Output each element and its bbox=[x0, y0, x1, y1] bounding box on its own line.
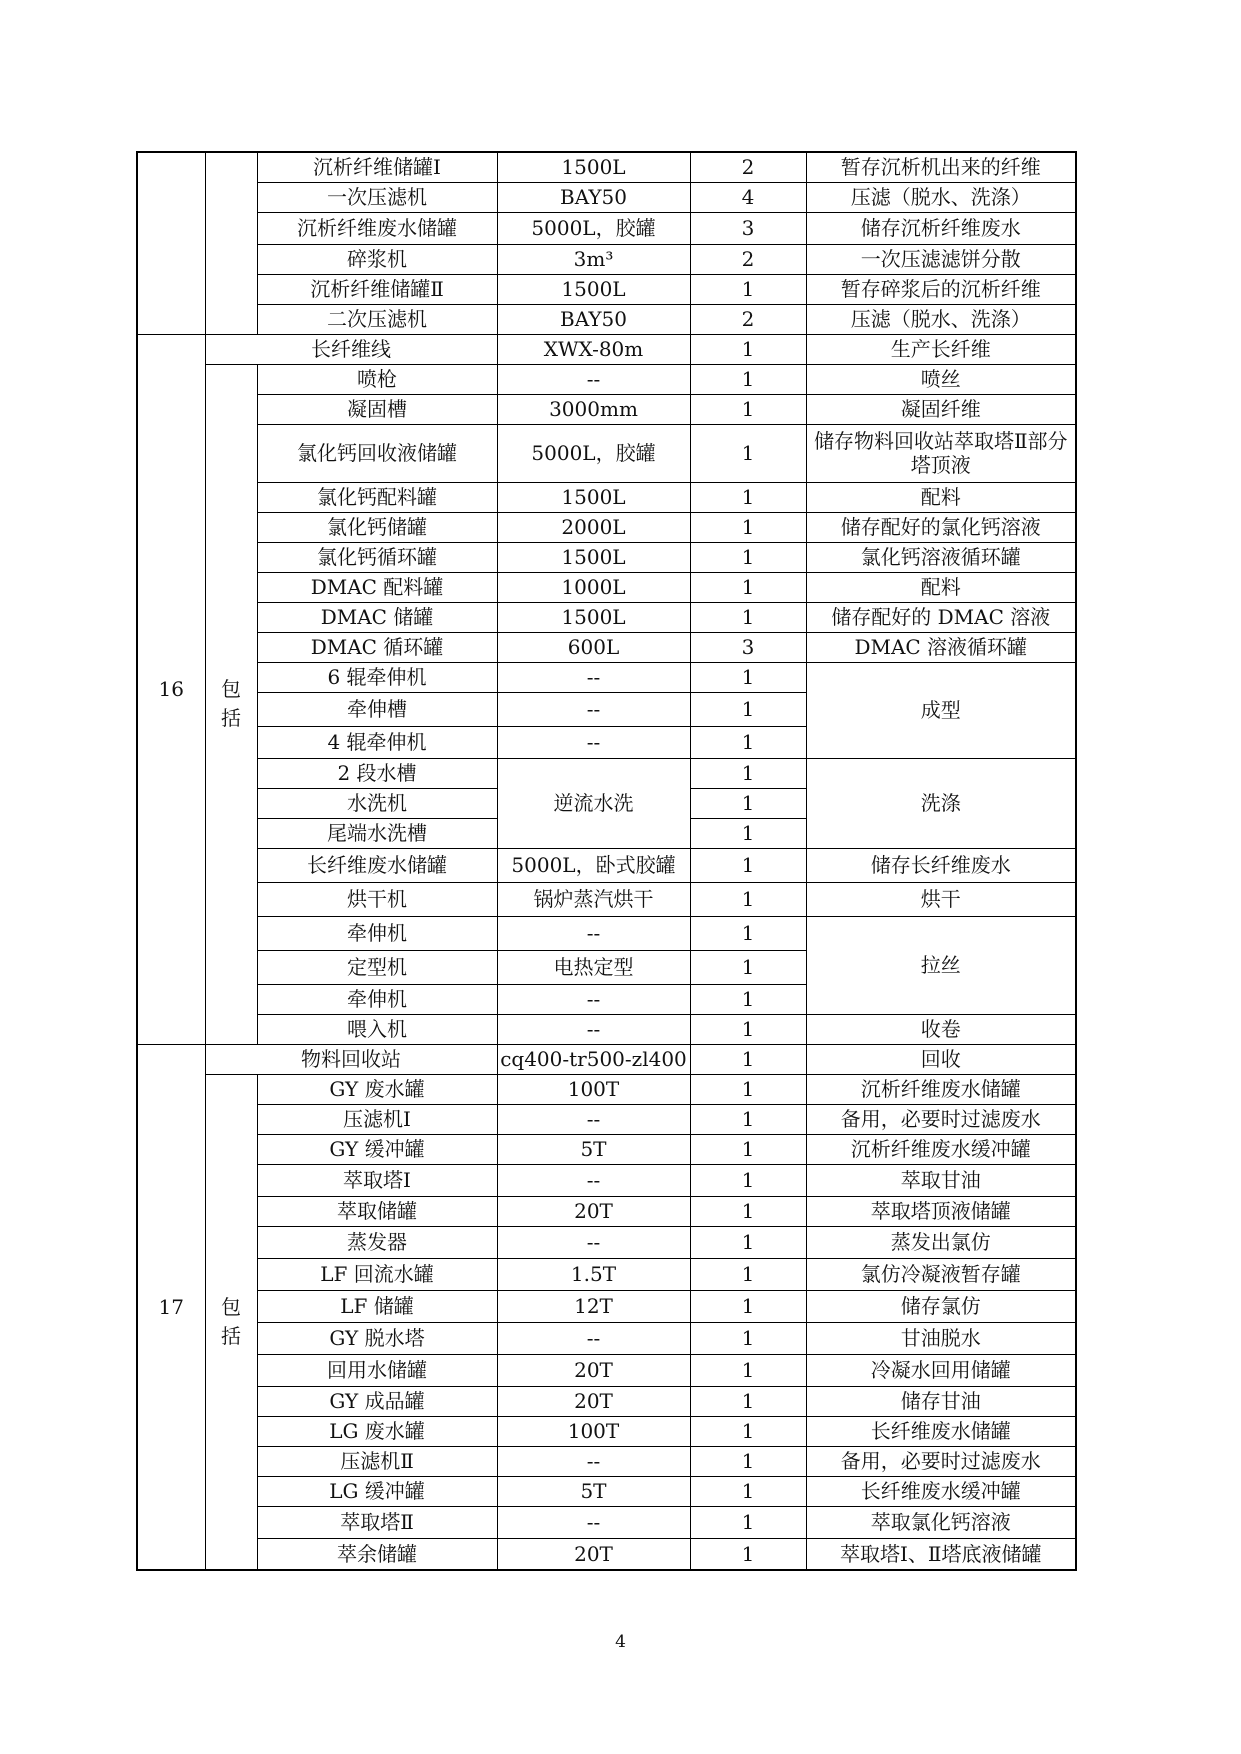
equipment-name: 氯化钙循环罐 bbox=[257, 542, 497, 572]
equipment-use: 储存氯仿 bbox=[806, 1290, 1076, 1322]
table-row bbox=[137, 334, 1076, 364]
equipment-qty: 1 bbox=[690, 1164, 806, 1196]
equipment-spec: 1500L bbox=[497, 274, 690, 304]
equipment-use: 配料 bbox=[806, 482, 1076, 512]
equipment-qty: 1 bbox=[690, 916, 806, 950]
equipment-use: 甘油脱水 bbox=[806, 1322, 1076, 1354]
equipment-spec: -- bbox=[497, 1226, 690, 1258]
equipment-spec: 1500L bbox=[497, 152, 690, 182]
equipment-spec: 20T bbox=[497, 1354, 690, 1386]
equipment-use: 萃取氯化钙溶液 bbox=[806, 1506, 1076, 1538]
table-row bbox=[137, 1322, 1076, 1354]
table-row bbox=[137, 364, 1076, 394]
equipment-qty: 1 bbox=[690, 758, 806, 788]
equipment-qty: 1 bbox=[690, 882, 806, 916]
table-row bbox=[137, 512, 1076, 542]
equipment-use: 长纤维废水缓冲罐 bbox=[806, 1476, 1076, 1506]
equipment-use: 收卷 bbox=[806, 1014, 1076, 1044]
equipment-qty: 1 bbox=[690, 334, 806, 364]
table-row bbox=[137, 1538, 1076, 1570]
equipment-use: 配料 bbox=[806, 572, 1076, 602]
equipment-spec: -- bbox=[497, 1322, 690, 1354]
equipment-spec: -- bbox=[497, 1446, 690, 1476]
equipment-name: LF 储罐 bbox=[257, 1290, 497, 1322]
equipment-qty: 1 bbox=[690, 692, 806, 726]
equipment-name: GY 缓冲罐 bbox=[257, 1134, 497, 1164]
equipment-name: 沉析纤维储罐Ⅱ bbox=[257, 274, 497, 304]
equipment-use: 储存配好的 DMAC 溶液 bbox=[806, 602, 1076, 632]
equipment-use: 氯化钙溶液循环罐 bbox=[806, 542, 1076, 572]
table-row bbox=[137, 1196, 1076, 1226]
table-row bbox=[137, 602, 1076, 632]
table-row bbox=[137, 542, 1076, 572]
equipment-use: 储存沉析纤维废水 bbox=[806, 212, 1076, 244]
equipment-qty: 1 bbox=[690, 1044, 806, 1074]
equipment-use: 氯仿冷凝液暂存罐 bbox=[806, 1258, 1076, 1290]
table-row bbox=[137, 662, 1076, 692]
equipment-spec: 逆流水洗 bbox=[497, 758, 690, 848]
table-row bbox=[137, 848, 1076, 882]
equipment-qty: 1 bbox=[690, 1290, 806, 1322]
equipment-qty: 1 bbox=[690, 1476, 806, 1506]
table-row bbox=[137, 1074, 1076, 1104]
equipment-qty: 1 bbox=[690, 1416, 806, 1446]
equipment-use: 储存配好的氯化钙溶液 bbox=[806, 512, 1076, 542]
equipment-name: 氯化钙储罐 bbox=[257, 512, 497, 542]
equipment-name: 长纤维废水储罐 bbox=[257, 848, 497, 882]
equipment-name: 压滤机Ⅰ bbox=[257, 1104, 497, 1134]
equipment-name: 二次压滤机 bbox=[257, 304, 497, 334]
table-row bbox=[137, 1446, 1076, 1476]
equipment-use: 备用，必要时过滤废水 bbox=[806, 1104, 1076, 1134]
equipment-name: GY 成品罐 bbox=[257, 1386, 497, 1416]
table-row bbox=[137, 1258, 1076, 1290]
equipment-spec: 100T bbox=[497, 1416, 690, 1446]
equipment-qty: 2 bbox=[690, 152, 806, 182]
equipment-qty: 1 bbox=[690, 1446, 806, 1476]
table-row bbox=[137, 758, 1076, 788]
equipment-spec: 2000L bbox=[497, 512, 690, 542]
equipment-spec: 5T bbox=[497, 1134, 690, 1164]
equipment-qty: 3 bbox=[690, 632, 806, 662]
equipment-name: 物料回收站 bbox=[205, 1044, 497, 1074]
equipment-qty: 1 bbox=[690, 1226, 806, 1258]
table-row bbox=[137, 1104, 1076, 1134]
table-row bbox=[137, 632, 1076, 662]
equipment-use: 一次压滤滤饼分散 bbox=[806, 244, 1076, 274]
equipment-name: 2 段水槽 bbox=[257, 758, 497, 788]
equipment-qty: 1 bbox=[690, 1354, 806, 1386]
equipment-name: 牵伸机 bbox=[257, 916, 497, 950]
equipment-spec: -- bbox=[497, 984, 690, 1014]
equipment-use: 压滤（脱水、洗涤） bbox=[806, 304, 1076, 334]
equipment-spec: -- bbox=[497, 1506, 690, 1538]
equipment-name: 萃取塔Ⅰ bbox=[257, 1164, 497, 1196]
equipment-spec: 20T bbox=[497, 1196, 690, 1226]
equipment-name: 牵伸槽 bbox=[257, 692, 497, 726]
equipment-spec: 600L bbox=[497, 632, 690, 662]
equipment-spec: -- bbox=[497, 692, 690, 726]
equipment-name: 沉析纤维储罐Ⅰ bbox=[257, 152, 497, 182]
equipment-spec: BAY50 bbox=[497, 304, 690, 334]
equipment-qty: 3 bbox=[690, 212, 806, 244]
equipment-spec: cq400-tr500-zl400 bbox=[497, 1044, 690, 1074]
table-row bbox=[137, 1014, 1076, 1044]
equipment-name: LG 缓冲罐 bbox=[257, 1476, 497, 1506]
equipment-table bbox=[136, 151, 1077, 1571]
equipment-name: 4 辊牵伸机 bbox=[257, 726, 497, 758]
table-row bbox=[137, 1290, 1076, 1322]
equipment-name: 氯化钙配料罐 bbox=[257, 482, 497, 512]
equipment-spec: 电热定型 bbox=[497, 950, 690, 984]
equipment-spec: 12T bbox=[497, 1290, 690, 1322]
table-row bbox=[137, 1226, 1076, 1258]
equipment-spec: -- bbox=[497, 662, 690, 692]
equipment-name: 定型机 bbox=[257, 950, 497, 984]
equipment-qty: 4 bbox=[690, 182, 806, 212]
equipment-name: 长纤维线 bbox=[205, 334, 497, 364]
equipment-use: 萃取甘油 bbox=[806, 1164, 1076, 1196]
group-15-include-cell bbox=[205, 152, 257, 334]
equipment-spec: BAY50 bbox=[497, 182, 690, 212]
equipment-use: 储存甘油 bbox=[806, 1386, 1076, 1416]
table-row bbox=[137, 424, 1076, 482]
equipment-name: 萃余储罐 bbox=[257, 1538, 497, 1570]
equipment-qty: 1 bbox=[690, 984, 806, 1014]
equipment-spec: 锅炉蒸汽烘干 bbox=[497, 882, 690, 916]
equipment-qty: 1 bbox=[690, 1196, 806, 1226]
table-row bbox=[137, 274, 1076, 304]
equipment-use: 拉丝 bbox=[806, 916, 1076, 1014]
table-row bbox=[137, 152, 1076, 182]
table-row bbox=[137, 482, 1076, 512]
equipment-qty: 1 bbox=[690, 662, 806, 692]
equipment-spec: 1500L bbox=[497, 482, 690, 512]
equipment-name: GY 脱水塔 bbox=[257, 1322, 497, 1354]
equipment-use: 暂存碎浆后的沉析纤维 bbox=[806, 274, 1076, 304]
equipment-qty: 1 bbox=[690, 512, 806, 542]
table-row bbox=[137, 1506, 1076, 1538]
equipment-qty: 1 bbox=[690, 1014, 806, 1044]
equipment-spec: -- bbox=[497, 1014, 690, 1044]
equipment-spec: 3000mm bbox=[497, 394, 690, 424]
table-row bbox=[137, 1044, 1076, 1074]
table-row bbox=[137, 916, 1076, 950]
equipment-spec: XWX-80m bbox=[497, 334, 690, 364]
equipment-use: 备用，必要时过滤废水 bbox=[806, 1446, 1076, 1476]
table-row bbox=[137, 304, 1076, 334]
equipment-spec: -- bbox=[497, 916, 690, 950]
equipment-name: 一次压滤机 bbox=[257, 182, 497, 212]
table-row bbox=[137, 882, 1076, 916]
equipment-spec: 5000L，胶罐 bbox=[497, 212, 690, 244]
table-row bbox=[137, 1386, 1076, 1416]
equipment-name: 尾端水洗槽 bbox=[257, 818, 497, 848]
equipment-qty: 1 bbox=[690, 1506, 806, 1538]
equipment-qty: 1 bbox=[690, 1386, 806, 1416]
equipment-table-body bbox=[137, 152, 1076, 1570]
equipment-qty: 1 bbox=[690, 1074, 806, 1104]
equipment-use: 长纤维废水储罐 bbox=[806, 1416, 1076, 1446]
equipment-name: 回用水储罐 bbox=[257, 1354, 497, 1386]
table-row bbox=[137, 572, 1076, 602]
equipment-name: 6 辊牵伸机 bbox=[257, 662, 497, 692]
equipment-qty: 1 bbox=[690, 572, 806, 602]
equipment-qty: 1 bbox=[690, 424, 806, 482]
equipment-use: 冷凝水回用储罐 bbox=[806, 1354, 1076, 1386]
equipment-use: 烘干 bbox=[806, 882, 1076, 916]
group-15-no-cell bbox=[137, 152, 205, 334]
equipment-use: 洗涤 bbox=[806, 758, 1076, 848]
equipment-name: 喂入机 bbox=[257, 1014, 497, 1044]
equipment-spec: 1500L bbox=[497, 602, 690, 632]
equipment-name: 喷枪 bbox=[257, 364, 497, 394]
table-row bbox=[137, 1164, 1076, 1196]
equipment-spec: 3m³ bbox=[497, 244, 690, 274]
equipment-name: 氯化钙回收液储罐 bbox=[257, 424, 497, 482]
equipment-name: 萃取储罐 bbox=[257, 1196, 497, 1226]
equipment-qty: 1 bbox=[690, 818, 806, 848]
equipment-qty: 1 bbox=[690, 726, 806, 758]
table-row bbox=[137, 1416, 1076, 1446]
equipment-use: 喷丝 bbox=[806, 364, 1076, 394]
equipment-use: 生产长纤维 bbox=[806, 334, 1076, 364]
equipment-name: LF 回流水罐 bbox=[257, 1258, 497, 1290]
equipment-qty: 1 bbox=[690, 788, 806, 818]
page-number: 4 bbox=[615, 1632, 626, 1652]
equipment-use: 沉析纤维废水缓冲罐 bbox=[806, 1134, 1076, 1164]
table-row bbox=[137, 1134, 1076, 1164]
equipment-spec: -- bbox=[497, 726, 690, 758]
equipment-use: 成型 bbox=[806, 662, 1076, 758]
table-row bbox=[137, 212, 1076, 244]
equipment-spec: 20T bbox=[497, 1386, 690, 1416]
equipment-qty: 1 bbox=[690, 848, 806, 882]
equipment-qty: 1 bbox=[690, 274, 806, 304]
equipment-spec: -- bbox=[497, 1164, 690, 1196]
equipment-name: LG 废水罐 bbox=[257, 1416, 497, 1446]
group-17-number: 17 bbox=[137, 1044, 205, 1570]
equipment-qty: 1 bbox=[690, 602, 806, 632]
equipment-name: 牵伸机 bbox=[257, 984, 497, 1014]
equipment-name: 压滤机Ⅱ bbox=[257, 1446, 497, 1476]
equipment-use: 回收 bbox=[806, 1044, 1076, 1074]
equipment-spec: 5T bbox=[497, 1476, 690, 1506]
equipment-qty: 1 bbox=[690, 394, 806, 424]
equipment-qty: 1 bbox=[690, 1258, 806, 1290]
table-row bbox=[137, 244, 1076, 274]
equipment-name: 水洗机 bbox=[257, 788, 497, 818]
equipment-qty: 1 bbox=[690, 1538, 806, 1570]
equipment-spec: 1000L bbox=[497, 572, 690, 602]
equipment-use: 萃取塔Ⅰ、Ⅱ塔底液储罐 bbox=[806, 1538, 1076, 1570]
equipment-use: 蒸发出氯仿 bbox=[806, 1226, 1076, 1258]
equipment-spec: -- bbox=[497, 1104, 690, 1134]
table-row bbox=[137, 1476, 1076, 1506]
equipment-name: DMAC 循环罐 bbox=[257, 632, 497, 662]
equipment-spec: 1.5T bbox=[497, 1258, 690, 1290]
equipment-qty: 1 bbox=[690, 542, 806, 572]
equipment-use: 沉析纤维废水储罐 bbox=[806, 1074, 1076, 1104]
equipment-name: 碎浆机 bbox=[257, 244, 497, 274]
equipment-use: 暂存沉析机出来的纤维 bbox=[806, 152, 1076, 182]
group-16-include-label: 包括 bbox=[205, 364, 257, 1044]
equipment-use: 储存物料回收站萃取塔Ⅱ部分塔顶液 bbox=[806, 424, 1076, 482]
equipment-use: 凝固纤维 bbox=[806, 394, 1076, 424]
equipment-use: 储存长纤维废水 bbox=[806, 848, 1076, 882]
equipment-qty: 1 bbox=[690, 1322, 806, 1354]
equipment-use: 萃取塔顶液储罐 bbox=[806, 1196, 1076, 1226]
equipment-spec: 100T bbox=[497, 1074, 690, 1104]
equipment-spec: -- bbox=[497, 364, 690, 394]
equipment-qty: 2 bbox=[690, 304, 806, 334]
equipment-name: 蒸发器 bbox=[257, 1226, 497, 1258]
equipment-use: DMAC 溶液循环罐 bbox=[806, 632, 1076, 662]
equipment-spec: 20T bbox=[497, 1538, 690, 1570]
equipment-spec: 1500L bbox=[497, 542, 690, 572]
group-17-include-label: 包括 bbox=[205, 1074, 257, 1570]
equipment-use: 压滤（脱水、洗涤） bbox=[806, 182, 1076, 212]
table-row bbox=[137, 182, 1076, 212]
equipment-spec: 5000L，胶罐 bbox=[497, 424, 690, 482]
group-16-number: 16 bbox=[137, 334, 205, 1044]
table-row bbox=[137, 394, 1076, 424]
equipment-qty: 1 bbox=[690, 482, 806, 512]
equipment-qty: 1 bbox=[690, 950, 806, 984]
equipment-spec: 5000L，卧式胶罐 bbox=[497, 848, 690, 882]
equipment-name: DMAC 配料罐 bbox=[257, 572, 497, 602]
equipment-name: 萃取塔Ⅱ bbox=[257, 1506, 497, 1538]
equipment-name: 沉析纤维废水储罐 bbox=[257, 212, 497, 244]
equipment-qty: 2 bbox=[690, 244, 806, 274]
equipment-qty: 1 bbox=[690, 1134, 806, 1164]
equipment-name: DMAC 储罐 bbox=[257, 602, 497, 632]
equipment-qty: 1 bbox=[690, 1104, 806, 1134]
equipment-name: 烘干机 bbox=[257, 882, 497, 916]
table-row bbox=[137, 1354, 1076, 1386]
equipment-name: 凝固槽 bbox=[257, 394, 497, 424]
equipment-name: GY 废水罐 bbox=[257, 1074, 497, 1104]
equipment-qty: 1 bbox=[690, 364, 806, 394]
